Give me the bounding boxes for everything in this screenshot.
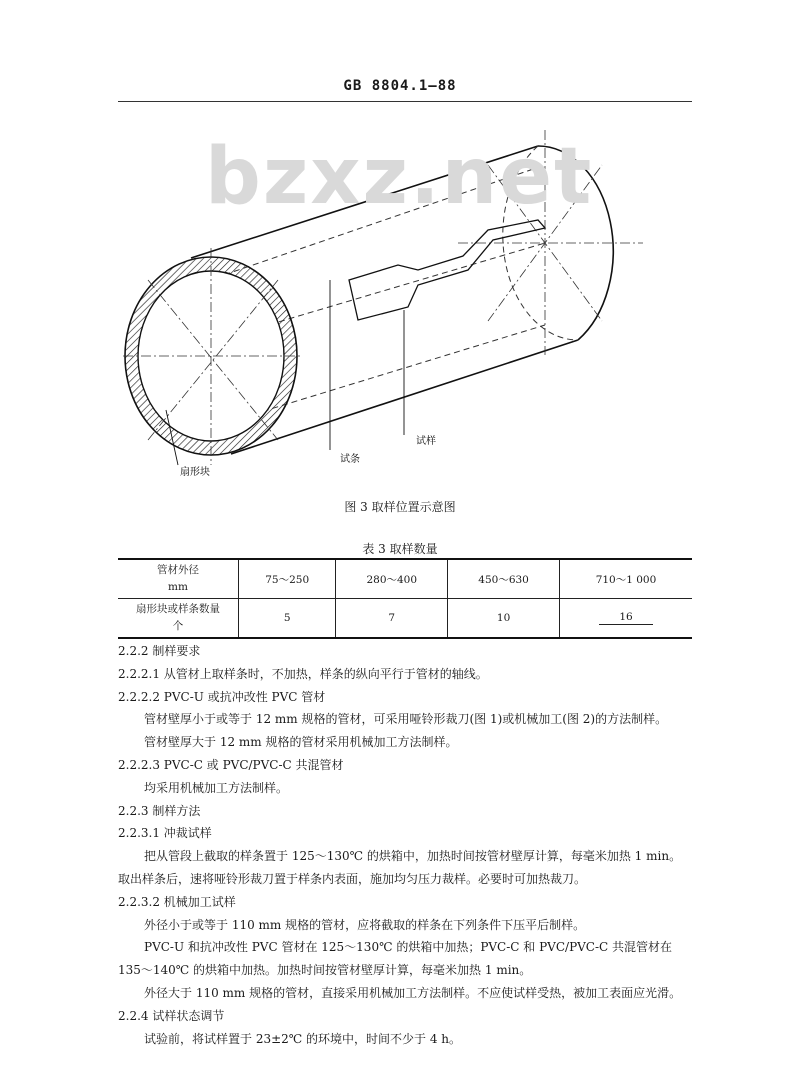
section-heading: 2.2.3.1 冲裁试样 — [118, 826, 212, 841]
section-heading: 2.2.2 制样要求 — [118, 644, 201, 658]
table-cell: 5 — [239, 599, 336, 639]
table-cell: 10 — [448, 599, 560, 639]
paragraph: 外径大于 110 mm 规格的管材，直接采用机械加工方法制样。不应使试样受热，被加工表面应光滑。 — [144, 985, 682, 1000]
paragraph: 管材壁厚小于或等于 12 mm 规格的管材，可采用哑铃形裁刀(图 1)或机械加工(图 2)的方法制样。 — [144, 712, 668, 727]
section-heading: 2.2.3 制样方法 — [118, 803, 201, 818]
sample-count-table — [118, 558, 692, 639]
table-row — [118, 599, 692, 639]
section-heading: 2.2.2.2 PVC-U 或抗冲改性 PVC 管材 — [118, 689, 326, 704]
watermark: bzxz.net — [205, 132, 594, 222]
table-cell: 16 — [560, 599, 693, 639]
table-cell: 75～250 — [239, 559, 336, 599]
paragraph: 管材壁厚大于 12 mm 规格的管材采用机械加工方法制样。 — [144, 735, 458, 750]
figure-caption: 图 3 取样位置示意图 — [344, 500, 456, 514]
paragraph: PVC-U 和抗冲改性 PVC 管材在 125～130℃ 的烘箱中加热；PVC-C 和 PVC/PVC-C 共混管材在 — [144, 940, 673, 955]
specimen-label: 试样 — [416, 436, 436, 447]
section-heading: 2.2.2.3 PVC-C 或 PVC/PVC-C 共混管材 — [118, 757, 344, 772]
standard-code-header: GB 8804.1—88 — [343, 78, 457, 94]
table-cell: 280～400 — [336, 559, 448, 599]
table-header-cell: 扇形块或样条数量 个 — [118, 599, 239, 639]
section-heading: 2.2.3.2 机械加工试样 — [118, 894, 236, 909]
table-cell: 710～1 000 — [560, 559, 693, 599]
paragraph: 试验前，将试样置于 23±2℃ 的环境中，时间不少于 4 h。 — [144, 1031, 462, 1046]
paragraph: 把从管段上截取的样条置于 125～130℃ 的烘箱中，加热时间按管材壁厚计算，每毫米加热 1 min。 — [144, 849, 682, 864]
paragraph: 外径小于或等于 110 mm 规格的管材，应将截取的样条在下列条件下压平后制样。 — [144, 917, 586, 932]
strip-label: 试条 — [340, 454, 360, 465]
specimen-outline — [349, 220, 545, 320]
table-header-cell: 管材外径 mm — [118, 559, 239, 599]
paragraph: 取出样条后，速将哑铃形裁刀置于样条内表面，施加均匀压力裁样。必要时可加热裁刀。 — [118, 871, 587, 886]
table-cell: 450～630 — [448, 559, 560, 599]
paragraph: 2.2.2.1 从管材上取样条时，不加热，样条的纵向平行于管材的轴线。 — [118, 666, 488, 681]
table-row — [118, 559, 692, 599]
header-rule — [118, 101, 692, 102]
paragraph: 135～140℃ 的烘箱中加热。加热时间按管材壁厚计算，每毫米加热 1 min。 — [118, 963, 532, 978]
paragraph: 均采用机械加工方法制样。 — [144, 780, 289, 795]
table-caption: 表 3 取样数量 — [362, 542, 438, 556]
body-text — [118, 640, 698, 1050]
section-heading: 2.2.4 试样状态调节 — [118, 1008, 225, 1023]
sector-label: 扇形块 — [180, 467, 210, 478]
table-cell: 7 — [336, 599, 448, 639]
